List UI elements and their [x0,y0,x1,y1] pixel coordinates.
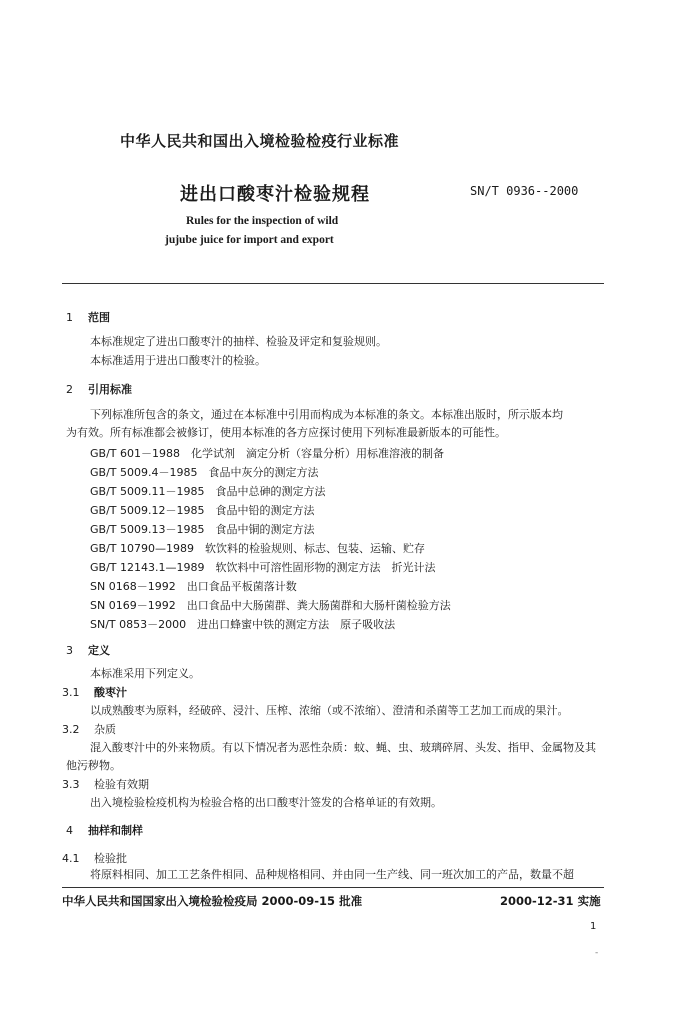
reference-item: GB/T 5009.12－1985 食品中铅的测定方法 [90,504,315,517]
page-mark: - [595,948,599,958]
section-4-heading [66,822,143,838]
reference-item: GB/T 5009.13－1985 食品中铜的测定方法 [90,523,315,536]
section-3-heading [66,642,110,658]
section-2-para-1a: 下列标准所包含的条文，通过在本标准中引用而构成为本标准的条文。本标准出版时，所示版本均 [90,408,563,421]
definition-3-1-title: 酸枣汁 [94,686,127,699]
effective-date: 2000-12-31 实施 [500,894,601,908]
section-3-title: 定义 [88,644,110,657]
english-title-line-2: jujube juice for import and export [165,234,334,246]
definition-3-3-text: 出入境检验检疫机构为检验合格的出口酸枣汁签发的合格单证的有效期。 [90,796,442,809]
section-4-title: 抽样和制样 [88,824,143,837]
reference-item: SN 0169－1992 出口食品中大肠菌群、粪大肠菌群和大肠杆菌检验方法 [90,599,451,612]
definition-3-1-text: 以成熟酸枣为原料，经破碎、浸汁、压榨、浓缩（或不浓缩）、澄清和杀菌等工艺加工而成的果汁。 [90,704,569,717]
definition-3-2-heading [62,721,116,737]
english-title-line-1: Rules for the inspection of wild [186,215,339,227]
section-1-para-2: 本标准适用于进出口酸枣汁的检验。 [90,354,266,367]
subsection-4-1-title: 检验批 [94,852,127,865]
definition-3-1-number: 3.1 [62,686,80,699]
standard-number: SN/T 0936--2000 [470,184,579,198]
section-1-number: 1 [66,311,73,324]
section-4-number: 4 [66,824,73,837]
section-3-intro: 本标准采用下列定义。 [90,667,200,680]
definition-3-3-number: 3.3 [62,778,80,791]
approval-line: 中华人民共和国国家出入境检验检疫局 2000-09-15 批准 [62,894,363,908]
subsection-4-1-number: 4.1 [62,852,80,865]
reference-item: GB/T 5009.11－1985 食品中总砷的测定方法 [90,485,326,498]
footer-divider [62,887,604,888]
subsection-4-1-heading [62,850,127,866]
section-3-number: 3 [66,644,73,657]
section-2-para-1b: 为有效。所有标准都会被修订，使用本标准的各方应探讨使用下列标准最新版本的可能性。 [66,426,506,439]
document-title: 进出口酸枣汁检验规程 [180,184,370,205]
header-divider [62,283,604,284]
section-1-title: 范围 [88,311,110,324]
definition-3-3-title: 检验有效期 [94,778,149,791]
definition-3-3-heading [62,776,149,792]
section-2-title: 引用标准 [88,383,132,396]
definition-3-2-text-a: 混入酸枣汁中的外来物质。有以下情况者为恶性杂质：蚊、蝇、虫、玻璃碎屑、头发、指甲、金属物及其 [90,741,596,754]
section-1-heading [66,309,110,325]
reference-item: GB/T 5009.4－1985 食品中灰分的测定方法 [90,466,319,479]
reference-item: GB/T 12143.1—1989 软饮料中可溶性固形物的测定方法 折光计法 [90,561,436,574]
definition-3-2-title: 杂质 [94,723,116,736]
definition-3-1-heading [62,684,127,700]
issuing-authority: 中华人民共和国出入境检验检疫行业标准 [120,132,400,150]
subsection-4-1-text: 将原料相同、加工工艺条件相同、品种规格相同、并由同一生产线、同一班次加工的产品，数量不超 [90,868,574,881]
section-2-heading [66,381,132,397]
section-2-number: 2 [66,383,73,396]
reference-item: GB/T 601－1988 化学试剂 滴定分析（容量分析）用标准溶液的制备 [90,447,444,460]
page-number: 1 [590,921,597,932]
definition-3-2-number: 3.2 [62,723,80,736]
reference-item: SN 0168－1992 出口食品平板菌落计数 [90,580,297,593]
reference-item: SN/T 0853－2000 进出口蜂蜜中铁的测定方法 原子吸收法 [90,618,396,631]
section-1-para-1: 本标准规定了进出口酸枣汁的抽样、检验及评定和复验规则。 [90,335,387,348]
reference-item: GB/T 10790—1989 软饮料的检验规则、标志、包装、运输、贮存 [90,542,425,555]
definition-3-2-text-b: 他污秽物。 [66,759,121,772]
